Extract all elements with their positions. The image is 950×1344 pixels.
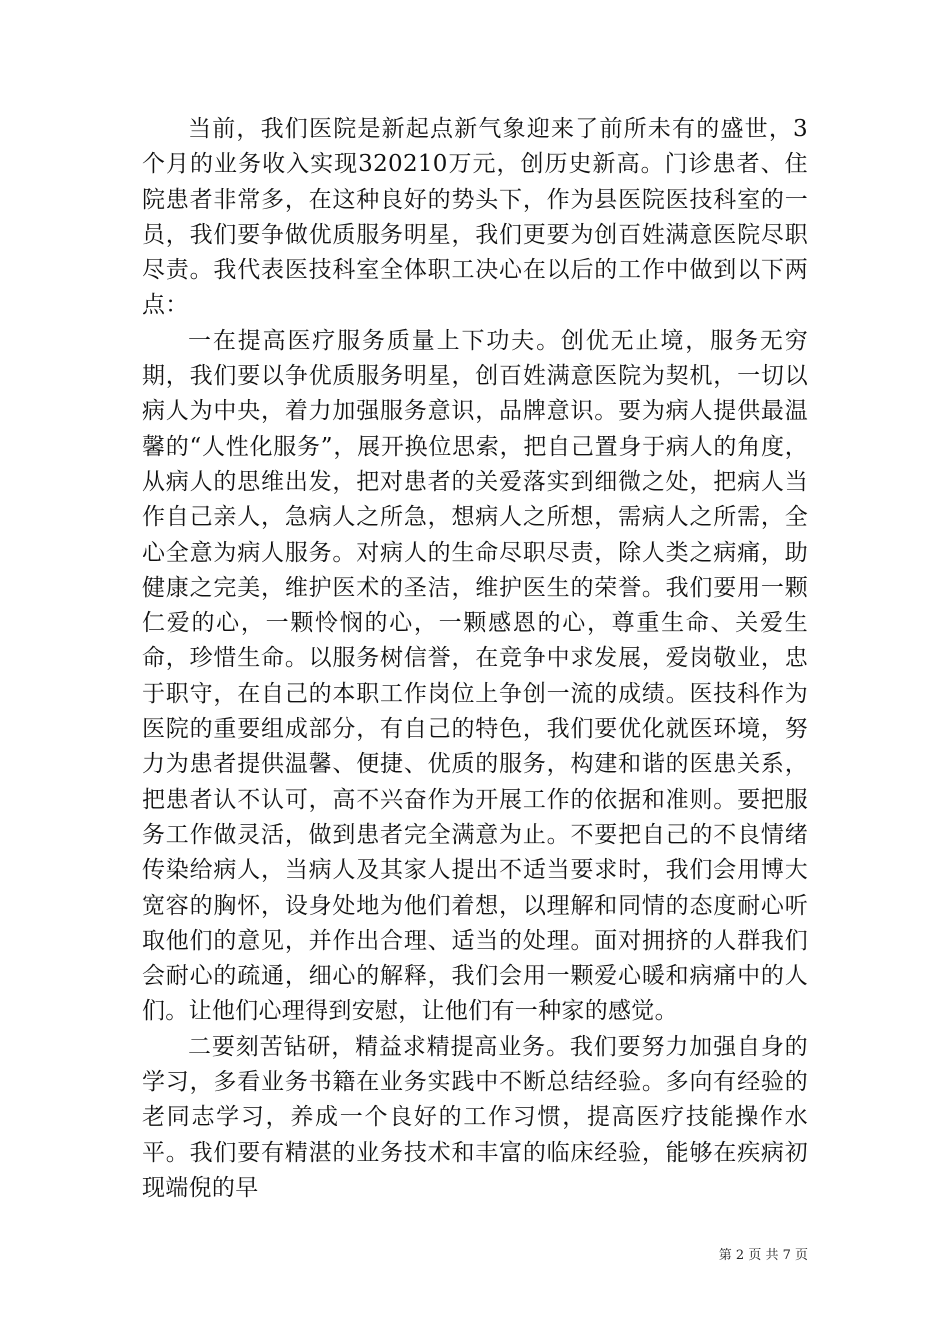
paragraph-point-one: 一在提高医疗服务质量上下功夫。创优无止境，服务无穷期，我们要以争优质服务明星，创百姓满意医院为契机，一切以病人为中央，着力加强服务意识，品牌意识。要为病人提供最温馨的“人性化服务”，展开换位思索，把自己置身于病人的角度，从病人的思维出发，把对患者的关爱落实到细微之处，把病人当作自己亲人，急病人之所急，想病人之所想，需病人之所需，全心全意为病人服务。对病人的生命尽职尽责，除人类之病痛，助健康之完美，维护医术的圣洁，维护医生的荣誉。我们要用一颗仁爱的心，一颗怜悯的心，一颗感恩的心，尊重生命、关爱生命，珍惜生命。以服务树信誉，在竞争中求发展，爱岗敬业，忠于职守，在自己的本职工作岗位上争创一流的成绩。医技科作为医院的重要组成部分，有自己的特色，我们要优化就医环境，努力为患者提供温馨、便捷、优质的服务，构建和谐的医患关系，把患者认不认可，高不兴奋作为开展工作的依据和准则。要把服务工作做灵活，做到患者完全满意为止。不要把自己的不良情绪传染给病人，当病人及其家人提出不适当要求时，我们会用博大宽容的胸怀，设身处地为他们着想，以理解和同情的态度耐心听取他们的意见，并作出合理、适当的处理。面对拥挤的人群我们会耐心的疏通，细心的解释，我们会用一颗爱心暖和病痛中的人们。让他们心理得到安慰，让他们有一种家的感觉。 <box>142 327 808 1025</box>
paragraph-point-two: 二要刻苦钻研，精益求精提高业务。我们要努力加强自身的学习，多看业务书籍在业务实践中不断总结经验。多向有经验的老同志学习，养成一个良好的工作习惯，提高医疗技能操作水平。我们要有精湛的业务技术和丰富的临床经验，能够在疾病初现端倪的早 <box>142 1033 808 1201</box>
page-number-footer: 第 2 页 共 7 页 <box>718 1248 808 1263</box>
paragraph-intro: 当前，我们医院是新起点新气象迎来了前所未有的盛世，3个月的业务收入实现320210万元，创历史新高。门诊患者、住院患者非常多，在这种良好的势头下，作为县医院医技科室的一员，我们要争做优质服务明星，我们更要为创百姓满意医院尽职尽责。我代表医技科室全体职工决心在以后的工作中做到以下两点： <box>142 116 808 319</box>
document-body <box>142 112 808 1206</box>
